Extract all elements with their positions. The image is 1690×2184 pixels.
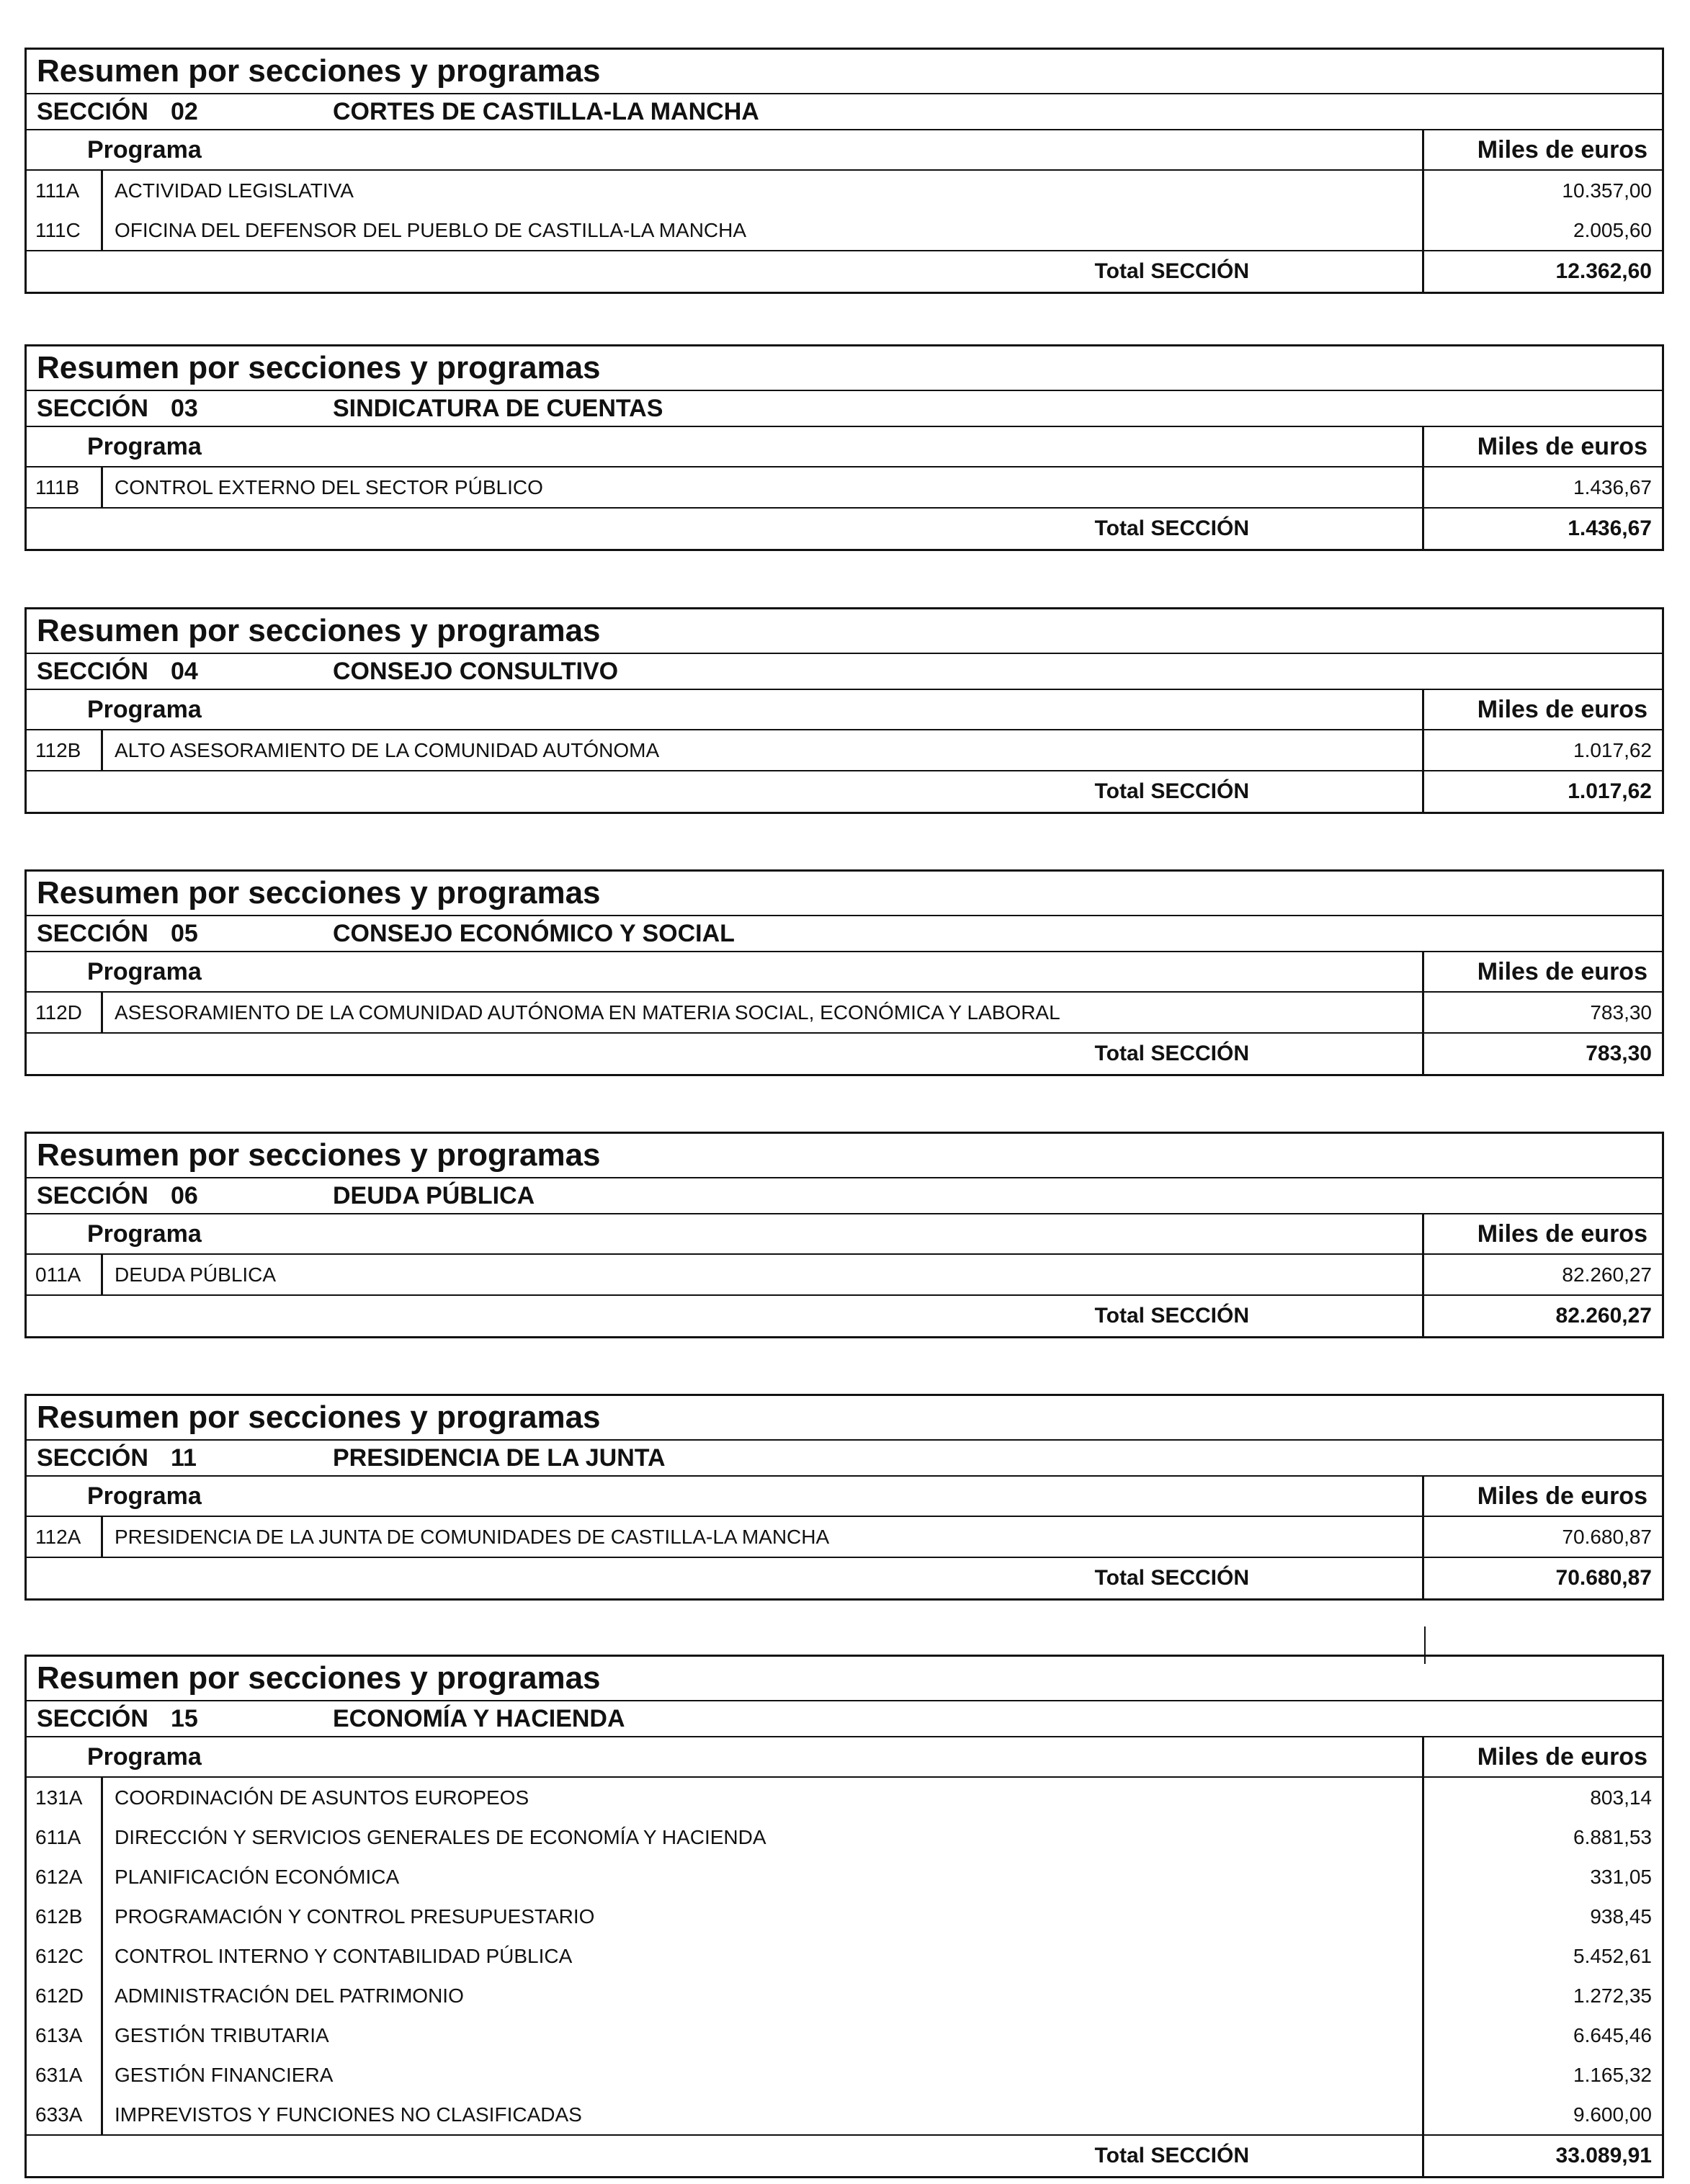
section-name: CONSEJO CONSULTIVO <box>333 658 619 685</box>
program-row <box>27 2055 1662 2095</box>
section-label: SECCIÓN <box>37 1182 148 1209</box>
program-amount: 5.452,61 <box>1573 1945 1652 1967</box>
program-code: 612D <box>27 1976 103 2015</box>
program-amount: 9.600,00 <box>1573 2103 1652 2126</box>
programa-column-header: Programa <box>27 1477 1424 1516</box>
program-amount: 1.436,67 <box>1573 476 1652 498</box>
section-header <box>27 1701 1662 1737</box>
section-table <box>24 344 1664 551</box>
column-header <box>27 130 1662 171</box>
amount-column-header: Miles de euros <box>1477 958 1647 985</box>
program-row <box>27 1936 1662 1976</box>
table-heading: Resumen por secciones y programas <box>27 609 1662 654</box>
total-label: Total SECCIÓN <box>27 251 1424 292</box>
program-code: 112D <box>27 993 103 1032</box>
column-header <box>27 1737 1662 1778</box>
program-row <box>27 1817 1662 1857</box>
program-name: GESTIÓN TRIBUTARIA <box>103 2015 1424 2055</box>
section-number: 04 <box>171 658 198 685</box>
total-label: Total SECCIÓN <box>27 509 1424 549</box>
program-row <box>27 1255 1662 1296</box>
program-row <box>27 210 1662 251</box>
section-table <box>24 48 1664 294</box>
program-amount: 1.017,62 <box>1573 739 1652 761</box>
section-table <box>24 1394 1664 1601</box>
total-amount: 33.089,91 <box>1555 2144 1652 2167</box>
program-name: PROGRAMACIÓN Y CONTROL PRESUPUESTARIO <box>103 1897 1424 1936</box>
total-label: Total SECCIÓN <box>27 1558 1424 1598</box>
section-header <box>27 1178 1662 1214</box>
section-table <box>24 869 1664 1076</box>
section-header <box>27 94 1662 130</box>
programa-column-header: Programa <box>27 427 1424 466</box>
total-row <box>27 771 1662 812</box>
section-table <box>24 607 1664 814</box>
total-row <box>27 2136 1662 2176</box>
program-amount: 6.881,53 <box>1573 1826 1652 1848</box>
section-name: ECONOMÍA Y HACIENDA <box>333 1705 625 1732</box>
section-table <box>24 1132 1664 1338</box>
amount-column-header: Miles de euros <box>1477 1482 1647 1510</box>
program-row <box>27 171 1662 210</box>
program-amount: 6.645,46 <box>1573 2024 1652 2046</box>
program-name: PRESIDENCIA DE LA JUNTA DE COMUNIDADES DE CASTILLA-LA MANCHA <box>103 1517 1424 1557</box>
amount-column-header: Miles de euros <box>1477 136 1647 164</box>
program-code: 011A <box>27 1255 103 1294</box>
program-name: ACTIVIDAD LEGISLATIVA <box>103 171 1424 210</box>
section-name: CONSEJO ECONÓMICO Y SOCIAL <box>333 920 735 947</box>
program-code: 631A <box>27 2055 103 2095</box>
amount-column-header: Miles de euros <box>1477 1220 1647 1248</box>
section-label: SECCIÓN <box>37 1705 148 1732</box>
table-heading: Resumen por secciones y programas <box>27 1396 1662 1441</box>
programa-column-header: Programa <box>27 690 1424 729</box>
program-code: 633A <box>27 2095 103 2134</box>
programa-column-header: Programa <box>27 1737 1424 1776</box>
stray-rule <box>1424 1626 1426 1664</box>
section-name: PRESIDENCIA DE LA JUNTA <box>333 1444 666 1472</box>
program-row <box>27 730 1662 771</box>
column-header <box>27 427 1662 467</box>
amount-column-header: Miles de euros <box>1477 433 1647 460</box>
section-number: 03 <box>171 395 198 422</box>
programa-column-header: Programa <box>27 1214 1424 1253</box>
total-amount: 82.260,27 <box>1555 1304 1652 1328</box>
program-amount: 2.005,60 <box>1573 219 1652 241</box>
program-amount: 803,14 <box>1590 1786 1652 1809</box>
total-amount: 70.680,87 <box>1555 1566 1652 1590</box>
program-name: CONTROL EXTERNO DEL SECTOR PÚBLICO <box>103 467 1424 507</box>
section-header <box>27 391 1662 427</box>
program-amount: 938,45 <box>1590 1905 1652 1928</box>
total-label: Total SECCIÓN <box>27 2136 1424 2176</box>
program-name: ADMINISTRACIÓN DEL PATRIMONIO <box>103 1976 1424 2015</box>
section-name: CORTES DE CASTILLA-LA MANCHA <box>333 98 759 125</box>
amount-column-header: Miles de euros <box>1477 696 1647 723</box>
column-header <box>27 1214 1662 1255</box>
program-amount: 82.260,27 <box>1562 1263 1652 1286</box>
program-code: 612C <box>27 1936 103 1976</box>
section-number: 11 <box>171 1444 197 1472</box>
program-code: 111B <box>27 467 103 507</box>
program-amount: 331,05 <box>1590 1866 1652 1888</box>
table-heading: Resumen por secciones y programas <box>27 50 1662 94</box>
program-name: DEUDA PÚBLICA <box>103 1255 1424 1294</box>
program-row <box>27 1517 1662 1558</box>
program-amount: 70.680,87 <box>1562 1526 1652 1548</box>
table-heading: Resumen por secciones y programas <box>27 1657 1662 1701</box>
program-row <box>27 1778 1662 1817</box>
total-row <box>27 509 1662 549</box>
section-table <box>24 1655 1664 2178</box>
program-row <box>27 467 1662 509</box>
program-name: ALTO ASESORAMIENTO DE LA COMUNIDAD AUTÓNOMA <box>103 730 1424 770</box>
table-heading: Resumen por secciones y programas <box>27 872 1662 916</box>
section-name: DEUDA PÚBLICA <box>333 1182 535 1209</box>
program-code: 112A <box>27 1517 103 1557</box>
table-heading: Resumen por secciones y programas <box>27 346 1662 391</box>
program-code: 613A <box>27 2015 103 2055</box>
program-code: 612B <box>27 1897 103 1936</box>
programa-column-header: Programa <box>27 952 1424 991</box>
section-header <box>27 654 1662 690</box>
total-row <box>27 1296 1662 1336</box>
program-name: PLANIFICACIÓN ECONÓMICA <box>103 1857 1424 1897</box>
program-name: COORDINACIÓN DE ASUNTOS EUROPEOS <box>103 1778 1424 1817</box>
section-number: 15 <box>171 1705 198 1732</box>
section-label: SECCIÓN <box>37 395 148 422</box>
total-row <box>27 251 1662 292</box>
program-code: 612A <box>27 1857 103 1897</box>
total-amount: 12.362,60 <box>1555 259 1652 283</box>
section-number: 05 <box>171 920 198 947</box>
total-amount: 1.017,62 <box>1568 779 1652 803</box>
program-name: GESTIÓN FINANCIERA <box>103 2055 1424 2095</box>
program-code: 111A <box>27 171 103 210</box>
column-header <box>27 952 1662 993</box>
column-header <box>27 1477 1662 1517</box>
program-amount: 1.165,32 <box>1573 2064 1652 2086</box>
section-label: SECCIÓN <box>37 1444 148 1472</box>
section-name: SINDICATURA DE CUENTAS <box>333 395 663 422</box>
section-label: SECCIÓN <box>37 98 148 125</box>
program-row <box>27 2015 1662 2055</box>
section-label: SECCIÓN <box>37 920 148 947</box>
section-header <box>27 916 1662 952</box>
section-number: 02 <box>171 98 198 125</box>
total-label: Total SECCIÓN <box>27 1034 1424 1074</box>
total-amount: 1.436,67 <box>1568 516 1652 540</box>
total-label: Total SECCIÓN <box>27 771 1424 812</box>
total-row <box>27 1034 1662 1074</box>
program-code: 112B <box>27 730 103 770</box>
amount-column-header: Miles de euros <box>1477 1743 1647 1771</box>
program-amount: 10.357,00 <box>1562 179 1652 202</box>
total-row <box>27 1558 1662 1598</box>
total-amount: 783,30 <box>1586 1042 1652 1065</box>
program-row <box>27 1897 1662 1936</box>
program-name: OFICINA DEL DEFENSOR DEL PUEBLO DE CASTILLA-LA MANCHA <box>103 210 1424 250</box>
program-amount: 783,30 <box>1590 1001 1652 1024</box>
program-name: ASESORAMIENTO DE LA COMUNIDAD AUTÓNOMA EN MATERIA SOCIAL, ECONÓMICA Y LABORAL <box>103 993 1424 1032</box>
total-label: Total SECCIÓN <box>27 1296 1424 1336</box>
program-row <box>27 2095 1662 2136</box>
program-name: DIRECCIÓN Y SERVICIOS GENERALES DE ECONOMÍA Y HACIENDA <box>103 1817 1424 1857</box>
program-amount: 1.272,35 <box>1573 1984 1652 2007</box>
program-name: CONTROL INTERNO Y CONTABILIDAD PÚBLICA <box>103 1936 1424 1976</box>
program-code: 611A <box>27 1817 103 1857</box>
programa-column-header: Programa <box>27 130 1424 169</box>
table-heading: Resumen por secciones y programas <box>27 1134 1662 1178</box>
program-row <box>27 1857 1662 1897</box>
section-header <box>27 1441 1662 1477</box>
program-code: 131A <box>27 1778 103 1817</box>
program-row <box>27 993 1662 1034</box>
section-label: SECCIÓN <box>37 658 148 685</box>
program-row <box>27 1976 1662 2015</box>
program-code: 111C <box>27 210 103 250</box>
column-header <box>27 690 1662 730</box>
program-name: IMPREVISTOS Y FUNCIONES NO CLASIFICADAS <box>103 2095 1424 2134</box>
section-number: 06 <box>171 1182 198 1209</box>
